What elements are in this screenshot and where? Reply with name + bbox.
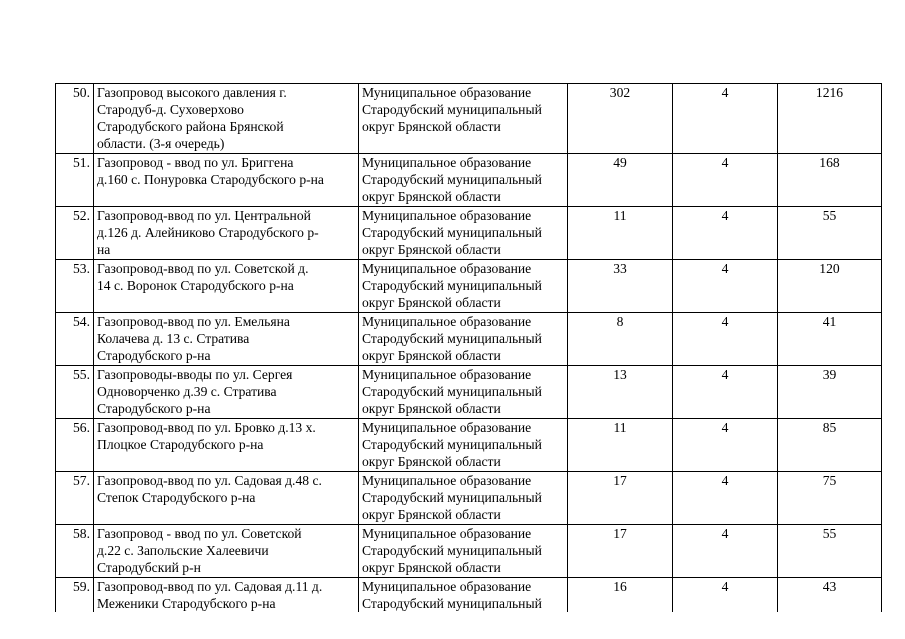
owner-line: Стародубский муниципальный bbox=[362, 278, 542, 293]
object-name-cell bbox=[94, 84, 359, 154]
owner-line: Стародубский муниципальный bbox=[362, 490, 542, 505]
owner-cell bbox=[359, 84, 568, 154]
object-name-line: Колачева д. 13 с. Стратива bbox=[97, 331, 250, 346]
object-name-cell bbox=[94, 313, 359, 366]
object-name-cell bbox=[94, 525, 359, 578]
object-name-cell bbox=[94, 419, 359, 472]
object-name-line: Газопровод-ввод по ул. Бровко д.13 х. bbox=[97, 420, 316, 435]
owner-line: Стародубский муниципальный bbox=[362, 384, 542, 399]
category-cell: 4 bbox=[673, 578, 778, 613]
object-name-line: Стародуб-д. Суховерхово bbox=[97, 102, 244, 117]
owner-cell bbox=[359, 207, 568, 260]
owner-line: Стародубский муниципальный bbox=[362, 102, 542, 117]
owner-cell bbox=[359, 525, 568, 578]
owner-cell bbox=[359, 366, 568, 419]
table-row bbox=[56, 84, 882, 154]
owner-line: Муниципальное образование bbox=[362, 367, 532, 382]
category-cell: 4 bbox=[673, 154, 778, 207]
object-name-line: Стародубского р-на bbox=[97, 401, 211, 416]
owner-line: Муниципальное образование bbox=[362, 579, 532, 594]
owner-line: Стародубский муниципальный bbox=[362, 331, 542, 346]
object-name-line: Газопроводы-вводы по ул. Сергея bbox=[97, 367, 293, 382]
length-cell: 13 bbox=[568, 366, 673, 419]
object-name-cell bbox=[94, 578, 359, 613]
object-name-cell bbox=[94, 260, 359, 313]
row-number-cell: 50. bbox=[56, 84, 94, 154]
owner-line: Муниципальное образование bbox=[362, 261, 532, 276]
object-name-line: д.22 с. Запольские Халеевичи bbox=[97, 543, 269, 558]
owner-line: округ Брянской области bbox=[362, 560, 501, 575]
owner-cell bbox=[359, 419, 568, 472]
owner-line: округ Брянской области bbox=[362, 454, 501, 469]
length-cell: 302 bbox=[568, 84, 673, 154]
object-name-line: Одноворченко д.39 с. Стратива bbox=[97, 384, 277, 399]
value-cell: 41 bbox=[778, 313, 882, 366]
table-row bbox=[56, 578, 882, 613]
owner-line: округ Брянской области bbox=[362, 295, 501, 310]
object-name-line: 14 с. Воронок Стародубского р-на bbox=[97, 278, 294, 293]
owner-line: округ Брянской области bbox=[362, 119, 501, 134]
owner-line: Муниципальное образование bbox=[362, 473, 532, 488]
owner-line: Муниципальное образование bbox=[362, 155, 532, 170]
category-cell: 4 bbox=[673, 84, 778, 154]
owner-line: Стародубский муниципальный bbox=[362, 225, 542, 240]
object-name-line: Газопровод-ввод по ул. Садовая д.11 д. bbox=[97, 579, 323, 594]
owner-line: Муниципальное образование bbox=[362, 314, 532, 329]
object-name-cell bbox=[94, 366, 359, 419]
value-cell: 120 bbox=[778, 260, 882, 313]
owner-line: Стародубский муниципальный bbox=[362, 543, 542, 558]
table-row bbox=[56, 154, 882, 207]
object-name-line: д.126 д. Алейниково Стародубского р- bbox=[97, 225, 319, 240]
owner-line: Стародубский муниципальный bbox=[362, 596, 542, 611]
object-name-line: Газопровод - ввод по ул. Советской bbox=[97, 526, 302, 541]
object-name-cell bbox=[94, 472, 359, 525]
value-cell: 168 bbox=[778, 154, 882, 207]
length-cell: 11 bbox=[568, 207, 673, 260]
owner-line: Стародубский муниципальный bbox=[362, 172, 542, 187]
object-name-line: Степок Стародубского р-на bbox=[97, 490, 256, 505]
length-cell: 17 bbox=[568, 472, 673, 525]
table-row bbox=[56, 313, 882, 366]
owner-line: округ Брянской области bbox=[362, 507, 501, 522]
length-cell: 11 bbox=[568, 419, 673, 472]
owner-line: округ Брянской области bbox=[362, 401, 501, 416]
object-name-line: Стародубский р-н bbox=[97, 560, 201, 575]
registry-table-body bbox=[56, 84, 882, 613]
table-row bbox=[56, 207, 882, 260]
row-number-cell: 55. bbox=[56, 366, 94, 419]
owner-line: Муниципальное образование bbox=[362, 526, 532, 541]
row-number-cell: 54. bbox=[56, 313, 94, 366]
owner-cell bbox=[359, 154, 568, 207]
table-row bbox=[56, 525, 882, 578]
table-row bbox=[56, 419, 882, 472]
object-name-line: Стародубского р-на bbox=[97, 348, 211, 363]
category-cell: 4 bbox=[673, 313, 778, 366]
category-cell: 4 bbox=[673, 419, 778, 472]
table-row bbox=[56, 366, 882, 419]
length-cell: 8 bbox=[568, 313, 673, 366]
value-cell: 75 bbox=[778, 472, 882, 525]
object-name-line: Газопровод-ввод по ул. Центральной bbox=[97, 208, 311, 223]
value-cell: 85 bbox=[778, 419, 882, 472]
table-row bbox=[56, 260, 882, 313]
object-name-line: Газопровод высокого давления г. bbox=[97, 85, 287, 100]
owner-cell bbox=[359, 313, 568, 366]
object-name-line: на bbox=[97, 242, 111, 257]
object-name-line: Меженики Стародубского р-на bbox=[97, 596, 276, 611]
owner-line: округ Брянской области bbox=[362, 242, 501, 257]
owner-line: Стародубский муниципальный bbox=[362, 437, 542, 452]
object-name-line: Газопровод-ввод по ул. Советской д. bbox=[97, 261, 309, 276]
object-name-cell bbox=[94, 207, 359, 260]
object-name-cell bbox=[94, 154, 359, 207]
value-cell: 55 bbox=[778, 207, 882, 260]
category-cell: 4 bbox=[673, 472, 778, 525]
object-name-line: Стародубского района Брянской bbox=[97, 119, 284, 134]
object-name-line: Газопровод-ввод по ул. Емельяна bbox=[97, 314, 290, 329]
owner-cell bbox=[359, 472, 568, 525]
owner-cell bbox=[359, 260, 568, 313]
owner-cell bbox=[359, 578, 568, 613]
length-cell: 49 bbox=[568, 154, 673, 207]
row-number-cell: 59. bbox=[56, 578, 94, 613]
category-cell: 4 bbox=[673, 260, 778, 313]
category-cell: 4 bbox=[673, 366, 778, 419]
owner-line: Муниципальное образование bbox=[362, 208, 532, 223]
category-cell: 4 bbox=[673, 207, 778, 260]
value-cell: 39 bbox=[778, 366, 882, 419]
owner-line: округ Брянской области bbox=[362, 189, 501, 204]
row-number-cell: 56. bbox=[56, 419, 94, 472]
object-name-line: Газопровод-ввод по ул. Садовая д.48 с. bbox=[97, 473, 322, 488]
row-number-cell: 51. bbox=[56, 154, 94, 207]
row-number-cell: 52. bbox=[56, 207, 94, 260]
value-cell: 1216 bbox=[778, 84, 882, 154]
row-number-cell: 57. bbox=[56, 472, 94, 525]
row-number-cell: 53. bbox=[56, 260, 94, 313]
owner-line: округ Брянской области bbox=[362, 348, 501, 363]
value-cell: 55 bbox=[778, 525, 882, 578]
table-row bbox=[56, 472, 882, 525]
length-cell: 16 bbox=[568, 578, 673, 613]
value-cell: 43 bbox=[778, 578, 882, 613]
category-cell: 4 bbox=[673, 525, 778, 578]
object-name-line: Газопровод - ввод по ул. Бриггена bbox=[97, 155, 294, 170]
length-cell: 33 bbox=[568, 260, 673, 313]
owner-line: Муниципальное образование bbox=[362, 420, 532, 435]
gas-pipeline-registry-table bbox=[55, 83, 882, 612]
length-cell: 17 bbox=[568, 525, 673, 578]
object-name-line: Плоцкое Стародубского р-на bbox=[97, 437, 264, 452]
object-name-line: д.160 с. Понуровка Стародубского р-на bbox=[97, 172, 324, 187]
owner-line: Муниципальное образование bbox=[362, 85, 532, 100]
object-name-line: области. (3-я очередь) bbox=[97, 136, 225, 151]
row-number-cell: 58. bbox=[56, 525, 94, 578]
